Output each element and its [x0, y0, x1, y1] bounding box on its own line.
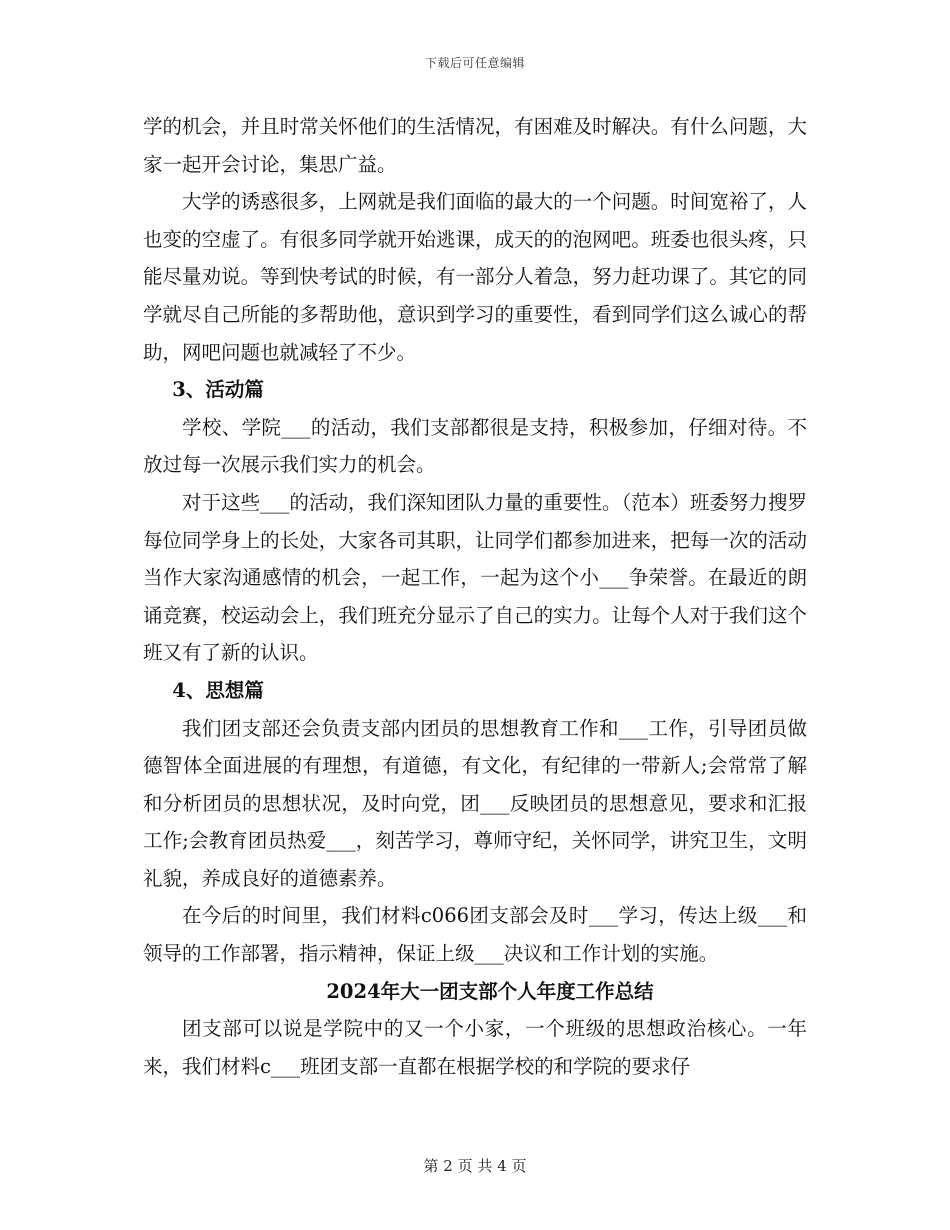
paragraph: 在今后的时间里，我们材料c066团支部会及时___学习，传达上级___和领导的工作部署，指示精神，保证上级___决议和工作计划的实施。 [143, 904, 807, 966]
paragraph: 我们团支部还会负责支部内团员的思想教育工作和___工作，引导团员做德智体全面进展的有理想，有道德，有文化，有纪律的一带新人;会常常了解和分析团员的思想状况，及时向党，团___反映团员的思想意见，要求和汇报工作;会教育团员热爱___，刻苦学习，尊师守纪，关怀同学，讲究卫生，文明礼貌，养成良好的道德素养。 [143, 716, 807, 890]
header-note: 下载后可任意编辑 [424, 56, 525, 70]
paragraph: 学校、学院___的活动，我们支部都很是支持，积极参加，仔细对待。不放过每一次展示我们实力的机会。 [143, 415, 807, 477]
page-number: 第 2 页 共 4 页 [423, 1157, 527, 1175]
paragraph: 大学的诱惑很多，上网就是我们面临的最大的一个问题。时间宽裕了，人也变的空虚了。有很多同学就开始逃课，成天的的泡网吧。班委也很头疼，只能尽量劝说。等到快考试的时候，有一部分人着急，努力赶功课了。其它的同学就尽自己所能的多帮助他，意识到学习的重要性，看到同学们这么诚心的帮助，网吧问题也就减轻了不少。 [143, 190, 807, 364]
paragraph: 学的机会，并且时常关怀他们的生活情况，有困难及时解决。有什么问题，大家一起开会讨论，集思广益。 [143, 115, 807, 176]
paragraph: 团支部可以说是学院中的又一个小家，一个班级的思想政治核心。一年来，我们材料c___班团支部一直都在根据学校的和学院的要求仔 [143, 1017, 807, 1078]
paragraph: 对于这些___的活动，我们深知团队力量的重要性。（范本）班委努力搜罗每位同学身上的长处，大家各司其职，让同学们都参加进来，把每一次的活动当作大家沟通感情的机会，一起工作，一起为这个小___争荣誉。在最近的朗诵竞赛，校运动会上，我们班充分显示了自己的实力。让每个人对于我们这个班又有了新的认识。 [143, 490, 807, 665]
section-heading: 4、思想篇 [172, 678, 264, 702]
document-title: 2024年大一团支部个人年度工作总结 [326, 979, 654, 1003]
document-body [143, 108, 807, 1085]
section-heading: 3、活动篇 [172, 378, 264, 402]
